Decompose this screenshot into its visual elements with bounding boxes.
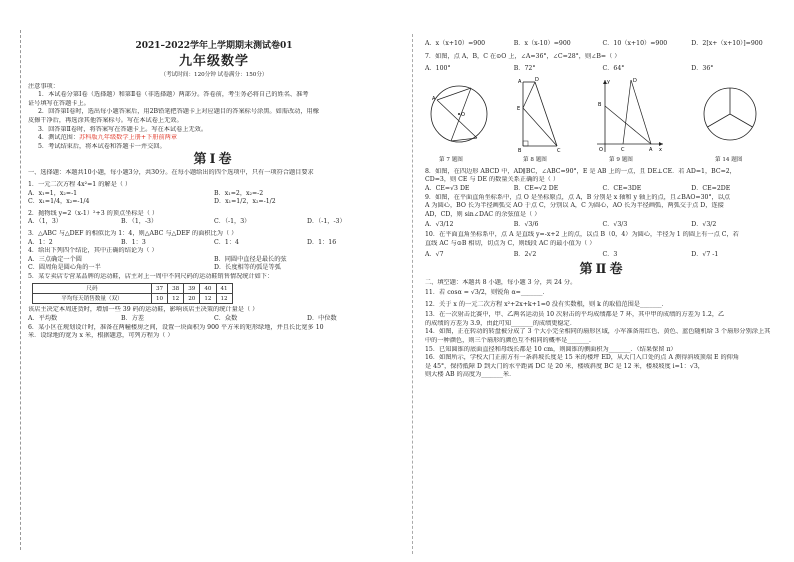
option: D．中位数	[307, 315, 337, 323]
question-1-options	[28, 190, 400, 199]
table-row	[33, 284, 233, 294]
notice-line: 1．本试卷分第Ⅰ卷（选择题）和第Ⅱ卷（非选择题）两部分。答卷前，考生务必将自己的姓名、准考	[38, 91, 309, 99]
svg-text:B: B	[598, 101, 602, 108]
svg-text:O: O	[461, 111, 465, 118]
notice-line: 2．回答第Ⅰ卷时，选出每小题答案后，用2B铅笔把答题卡上对应题目的答案标号涂黑。如需改动，用橡	[38, 108, 319, 116]
option: A．1：2	[28, 238, 53, 246]
table-cell: 37	[152, 284, 168, 294]
exam-title: 2021–2022学年上学期期末测试卷01	[135, 41, 293, 51]
figure-9-coordinate-plane	[593, 76, 665, 154]
svg-text:C: C	[557, 147, 561, 154]
table-cell: 38	[168, 284, 184, 294]
option: C．CE=3DE	[602, 184, 642, 192]
figure-14-spinner	[695, 76, 765, 154]
table-cell: 40	[200, 284, 216, 294]
svg-text:D: D	[535, 76, 539, 83]
svg-text:C: C	[621, 146, 625, 153]
option: C．众数	[214, 315, 238, 323]
option: D．√7 -1	[691, 250, 719, 258]
table-cell: 10	[152, 294, 168, 304]
shoe-size-table	[32, 283, 233, 304]
question-9: AD，CD，则 sin∠DAC 的余弦值是（ ）	[425, 210, 541, 218]
question-8: CD=3，则 CE 与 DE 的数量关系正确的是（ ）	[425, 176, 560, 184]
option: D．1：16	[307, 238, 337, 246]
question-16: 是 45°，保持抵障 D 到大门的水平距离 DC 是 20 米，楼坡斜度 BC 是 12 米，楼坡坡度 i=1：√3，	[425, 362, 704, 370]
question-8-options	[425, 185, 780, 194]
notice-line: 5．考试结束后，将本试卷和答题卡一并交回。	[38, 142, 166, 150]
option: C．64°	[602, 65, 625, 73]
figures-row	[425, 76, 780, 166]
figure-caption: 第 7 题图	[439, 156, 463, 163]
table-cell: 尺码	[33, 284, 152, 294]
question-7-options	[425, 65, 780, 74]
svg-text:O: O	[599, 146, 603, 153]
option: C．√3/3	[602, 221, 628, 229]
question-5: 5．某专卖店专营某品牌的运动鞋，店主对上一周中不同尺码的运动鞋销售情况统计如下：	[28, 272, 274, 280]
table-row	[33, 294, 233, 304]
option: D．x₁=1/2，x₂=-1/2	[214, 198, 276, 206]
question-13: 13．在一次射击比赛中，甲、乙两名运动员 10 次射击的平均成绩都是 7 环，其中甲的成绩的方差为 1.2，乙	[425, 311, 725, 319]
figure-caption: 第 9 题图	[609, 156, 633, 163]
table-cell: 12	[168, 294, 184, 304]
option: A．x（x+10）=900	[425, 40, 486, 47]
question-14: 中的一种颜色，则三个扇形的颜色互不相同的概率是_______．	[425, 336, 596, 344]
notice-heading: 注意事项：	[28, 82, 59, 90]
question-4-options	[28, 264, 400, 273]
table-cell: 12	[200, 294, 216, 304]
option: D．2[x+（x+10）]=900	[691, 40, 763, 47]
svg-text:y: y	[607, 78, 610, 85]
option: C．10（x+10）=900	[602, 40, 668, 47]
binding-margin	[6, 30, 21, 550]
section-one-heading: 一、选择题：本题共10小题，每小题3分，共30分。在每小题给出的四个选项中，只有一项符合题目要求	[28, 169, 314, 177]
question-4: 4．给出下列四个结论，其中正确的结论为（ ）	[28, 247, 158, 255]
question-7: 7．如图，点 A，B，C 在⊙O 上，∠A=36°，∠C=28°，则∠B=（ ）	[425, 52, 621, 60]
question-10-options	[425, 249, 780, 261]
svg-text:A: A	[518, 78, 522, 85]
option: C．1：4	[214, 238, 239, 246]
svg-text:A: A	[432, 95, 436, 102]
question-3: 3．△ABC 与△DEF 的相似比为 1：4，则△ABC 与△DEF 的面积比为（ ）	[28, 229, 238, 237]
figure-8-quadrilateral	[513, 76, 565, 154]
question-15: 15．已知圆锥的底面直径和母线长都是 10 cm，则圆锥的侧面积为_______．（结果保留 π）	[425, 345, 677, 353]
option: D．CE=2DE	[691, 184, 731, 192]
notice-scope	[28, 134, 400, 143]
table-cell: 平均每天销售数量（双）	[33, 294, 152, 304]
svg-text:D: D	[633, 77, 637, 84]
question-9-options	[425, 219, 780, 231]
part-two-heading: 第Ⅱ卷	[579, 261, 626, 277]
question-10: 10．在平面直角坐标系中，点 A 是直线 y=-x+2 上的点，以点 B（0，4）为圆心，半径为 1 的圆上有一点 C，若	[425, 231, 739, 239]
option: B．1：3	[121, 238, 146, 246]
question-4-options	[28, 256, 400, 265]
notice-scope-prefix: 4．测试范围：	[38, 134, 80, 142]
option: A．CE=√3 DE	[425, 184, 470, 192]
question-9: 9．如图，在平面直角坐标系中，点 O 是坐标原点，点 A，B 分别是 x 轴和 y 轴上的点，且∠BAO=30°，以点	[425, 193, 731, 201]
question-16: 16．如图所示，学校大门正前方有一条斜坡长度是 15 米的楼坪 ED，从大门入口处的点 A 测得斜坡顶端 E 的仰角	[425, 354, 740, 362]
notice-line: 皮擦干净后，再选涂其他答案标号。写在本试卷上无效。	[28, 116, 183, 124]
svg-text:x: x	[659, 146, 662, 153]
exam-subtitle: 九年级数学	[178, 54, 249, 69]
question-13: 的成绩的方差为 3.9，由此可知_______的成绩更稳定．	[425, 319, 577, 327]
option: A．x₁=1，x₂=-1	[28, 189, 78, 197]
option: D．√3/2	[691, 221, 717, 229]
option: A．100°	[425, 65, 451, 73]
option: C．（-1，3）	[214, 218, 251, 226]
question-5-options	[28, 315, 400, 324]
option: C．3	[602, 250, 618, 258]
left-column	[28, 40, 400, 341]
question-16: 则大楼 AB 的高度为_______米．	[425, 371, 516, 379]
notice-line: 3．回答第Ⅱ卷时，将答案写在答题卡上。写在本试卷上无效。	[38, 125, 208, 133]
question-12: 12．关于 x 的一元二次方程 x²+2x+k+1=0 没有实数根，则 k 的取值范围是_______．	[425, 301, 668, 309]
question-3-options	[28, 239, 400, 248]
option: B．同圆中直径是最长的弦	[214, 255, 287, 263]
option: B．CE=√2 DE	[513, 184, 559, 192]
question-2: 2．抛物线 y=2（x-1）²+3 的顶点坐标是（ ）	[28, 209, 159, 217]
option: B．√3/6	[513, 221, 539, 229]
option: B．x（x-10）=900	[513, 40, 571, 47]
question-2-options	[28, 218, 400, 227]
question-6: 米．设绿地的宽为 x 米，根据题意，可列方程为（ ）	[28, 332, 174, 340]
table-cell: 39	[184, 284, 200, 294]
option: D．（-1，-3）	[307, 218, 346, 226]
question-1-options	[28, 198, 400, 207]
question-14: 14．如图，正在转动的转盘被分成了 3 个大小完全相同的扇形区域，小军准备用红色、黄色、蓝色随机给 3 个扇形分别涂上其	[425, 328, 771, 336]
option: B．72°	[513, 65, 536, 73]
option: A．√7	[425, 250, 444, 258]
option: B．（1，-3）	[121, 218, 158, 226]
section-two-heading: 二、填空题：本题共 8 小题，每小题 3 分，共 24 分。	[425, 278, 577, 286]
option: D．36°	[691, 65, 714, 73]
question-8: 8．如图，在四边形 ABCD 中，AD∥BC，∠ABC=90°，E 是 AB 上的一点，且 DE⊥CE．若 AD=1，BC=2，	[425, 167, 736, 175]
option: A．平均数	[28, 315, 58, 323]
question-9: A 为圆心，BO 长为半径画弧交 AO 于点 C，分别以 A，C 为圆心，AO 长为半径画弧，两弧交于点 D，连接	[425, 202, 724, 210]
svg-text:B: B	[518, 147, 522, 154]
option: A．（1，3）	[28, 218, 62, 226]
figure-caption: 第 8 题图	[523, 156, 547, 163]
table-cell: 12	[216, 294, 232, 304]
right-column	[425, 40, 780, 380]
question-1: 1．一元二次方程 4x²=1 的解是（ ）	[28, 180, 132, 188]
svg-text:A: A	[649, 146, 653, 153]
part-one-heading: 第Ⅰ卷	[193, 152, 235, 168]
option: B．方差	[121, 315, 145, 323]
option: B．x₁=2，x₂=-2	[214, 189, 264, 197]
option: D．长度相等的弧是等弧	[214, 264, 281, 272]
question-6-options	[425, 40, 780, 49]
figure-caption: 第 14 题图	[715, 156, 743, 163]
option: A．√3/12	[425, 221, 454, 229]
table-cell: 41	[216, 284, 232, 294]
question-10: 直线 AC 与⊙B 相切，切点为 C，则线段 AC 的最小值为（ ）	[425, 239, 596, 247]
question-6: 6．某小区在规划设计时，准备在两幢楼房之间，设置一块面积为 900 平方米的矩形绿地，并且长比宽多 10	[28, 323, 324, 331]
option: C．x₁=1/4，x₂=-1/4	[28, 198, 90, 206]
question-5-tail: 该店主决定本周进货时，增加一些 39 码的运动鞋，影响该店主决策的统计量是（ ）	[28, 306, 259, 314]
option: B．2√2	[513, 250, 537, 258]
question-11: 11．若 cosα = √3/2，则锐角 α=_______．	[425, 289, 549, 297]
column-divider	[412, 34, 413, 554]
svg-text:E: E	[517, 105, 521, 112]
table-cell: 20	[184, 294, 200, 304]
notice-scope-range: 苏科版九年级数学上册+下册前两章	[79, 134, 178, 142]
notice-line: 证号填写在答题卡上。	[28, 99, 90, 107]
figure-7-circle	[427, 76, 491, 154]
option: C．圆周角是圆心角的一半	[28, 264, 101, 272]
exam-meta: （考试时间：120分钟 试卷满分：150分）	[160, 72, 268, 78]
option: A．三点确定一个圆	[28, 255, 82, 263]
